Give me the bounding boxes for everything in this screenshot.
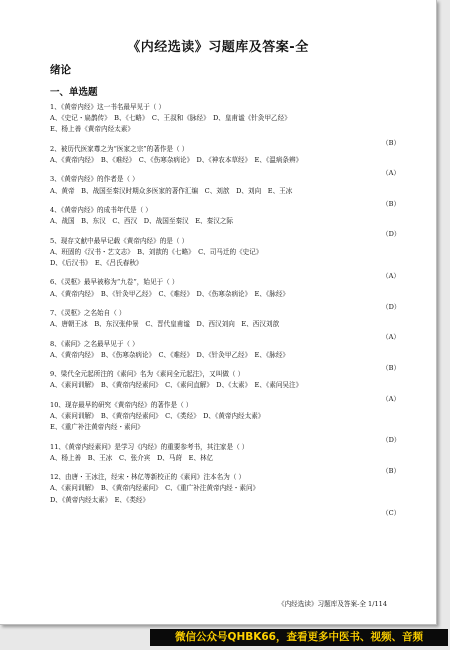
question-stem: 1、《黄帝内经》这一书名最早见于（ ） [50,103,166,111]
question-item [50,400,401,445]
question-stem: 2、被历代医家尊之为“医家之宗”的著作是（ ） [50,144,189,153]
question-answer: （D） [382,436,401,445]
document-title: 《内经选读》习题库及答案-全 [127,40,309,55]
question-stem: 7、《灵枢》之名始自（ ） [50,308,126,317]
question-stem: 5、现存文献中最早记载《黄帝内经》的是（ ） [50,236,189,245]
question-item [50,472,401,517]
question-answer: （B） [382,363,401,372]
question-answer: （D） [382,230,401,239]
question-options: A、《黄帝内经》 B、《伤寒杂病论》 C、《难经》 D、《针灸甲乙经》 E、《脉经》 [50,350,290,359]
question-options: D、《后汉书》 E、《吕氏春秋》 [50,258,143,267]
question-options: E、《重广补注黄帝内经・素问》 [50,423,144,432]
question-stem: 4、《黄帝内经》的成书年代是（ ） [50,205,152,214]
question-answer: （A） [382,272,400,281]
question-options: A、《素问训解》 B、《黄帝内经素问》 C、《类经》 D、《黄帝内经太素》 [50,411,265,420]
wechat-banner: 微信公众号QHBK66，查看更多中医书、视频、音频 [150,629,448,646]
question-stem: 6、《灵枢》最早被称为“九卷”，始见于（ ） [50,278,179,287]
question-stem: 3、《黄帝内经》的作者是（ ） [50,175,139,184]
question-item [50,442,401,475]
question-answer: （A） [382,169,400,178]
question-item [50,308,400,342]
question-item [50,205,401,239]
question-options: A、班固的《汉书・艺文志》 B、刘歆的《七略》 C、司马迁的《史记》 [50,247,263,256]
question-item [50,102,401,147]
question-item [50,339,401,372]
question-answer: （C） [382,508,401,517]
question-answer: （A） [382,333,400,342]
question-options: A、《史记・扁鹊传》 B、《七略》 C、王叔和《脉经》 D、皇甫谧《针灸甲乙经》 [50,114,291,123]
question-answer: （B） [382,199,401,208]
question-answer: （D） [382,302,401,311]
question-answer: （B） [382,138,401,147]
question-options: A、《黄帝内经》 B、《针灸甲乙经》 C、《难经》 D、《伤寒杂病论》 E、《脉经》 [50,289,290,298]
question-list [50,102,401,517]
question-options: E、杨上善《黄帝内经太素》 [50,125,134,134]
question-answer: （A） [382,394,400,403]
question-options: D、《黄帝内经太素》 E、《类经》 [50,495,150,504]
question-options: A、《黄帝内经》 B、《难经》 C、《伤寒杂病论》 D、《神农本草经》 E、《温病条辨》 [50,156,303,164]
question-options: A、《素问训解》 B、《黄帝内经素问》 C、《素问直解》 D、《太素》 E、《素问吴注》 [50,381,303,390]
question-options: A、黄帝 B、战国至秦汉时期众多医家的著作汇编 C、刘歆 D、刘向 E、王冰 [50,186,293,195]
question-stem: 11、《黄帝内经素问》是学习《内经》的重要参考书，其注家是（ ） [50,442,249,451]
question-item [50,236,400,281]
question-options: A、《素问训解》 B、《黄帝内经素问》 C、《重广补注黄帝内经・素问》 [50,484,260,493]
question-stem: 10、现存最早的研究《黄帝内经》的著作是（ ） [50,400,193,409]
question-item [50,174,401,208]
question-item [50,277,401,311]
question-options: A、唐朝王冰 B、东汉张仲景 C、晋代皇甫谧 D、西汉刘向 E、西汉刘歆 [50,320,280,329]
question-options: A、杨上善 B、王冰 C、张介宾 D、马莳 E、林亿 [50,453,214,462]
question-stem: 12、由唐・王冰注，经宋・林亿等新校正的《素问》注本名为（ ） [50,473,246,482]
page-footer: 《内经选读》习题库及答案-全 1/114 [278,600,388,608]
chapter-heading: 绪论 [50,64,71,76]
question-stem: 9、梁代全元起所注的《素问》名为《素问全元起注》，又叫做（ ） [50,370,245,379]
question-item [50,369,400,403]
question-options: A、战国 B、东汉 C、西汉 D、战国至秦汉 E、秦汉之际 [50,217,234,226]
question-item [50,144,400,178]
question-stem: 8、《素问》之名最早见于（ ） [50,339,139,348]
section-heading: 一、单选题 [50,87,98,98]
question-answer: （B） [382,466,401,475]
